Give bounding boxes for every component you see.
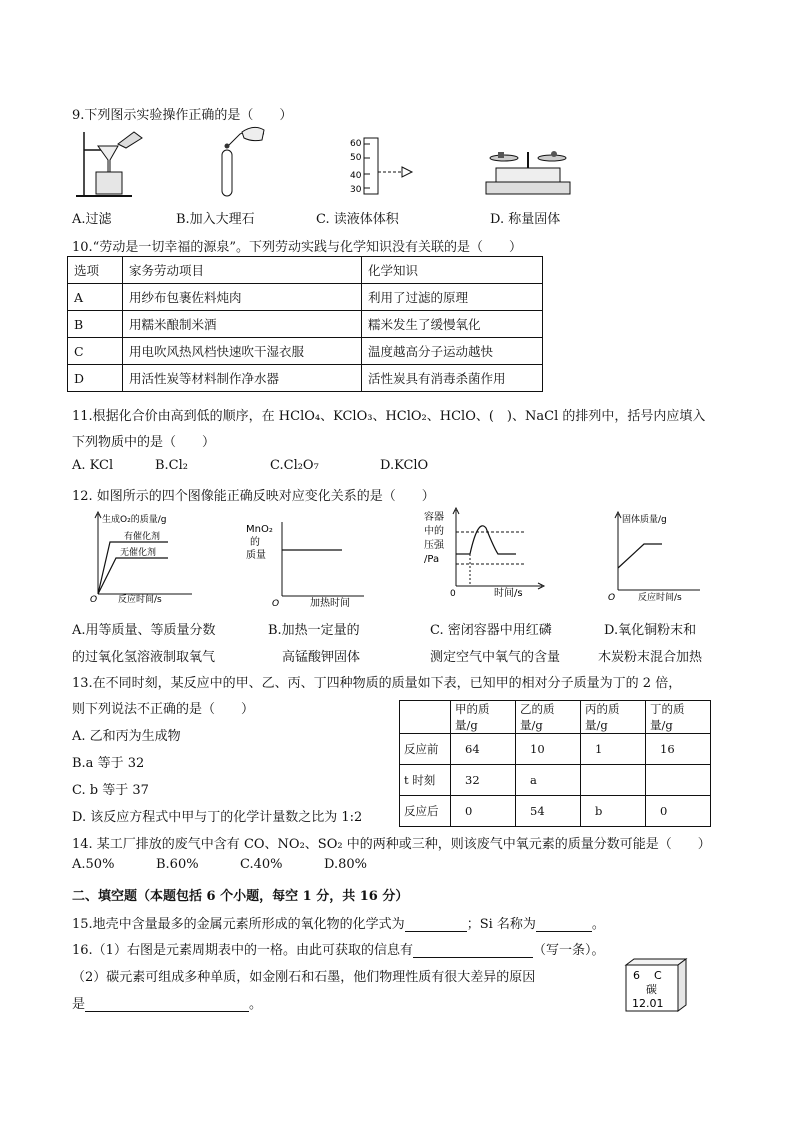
q14-stem: 14. 某工厂排放的废气中含有 CO、NO₂、SO₂ 中的两种或三种，则该废气中氧元素的质量分数可能是（ ） [72,837,711,852]
element-mass: 12.01 [632,997,664,1010]
filtration-apparatus-image [72,128,152,200]
q12-option-b-line1: B.加热一定量的 [268,623,360,638]
q12-option-d-line1: D.氧化铜粉末和 [604,623,697,638]
table-cell: B [68,311,123,338]
table-cell: 0 [451,796,516,827]
graph-c-xlabel: 时间/s [494,588,523,599]
table-cell: 反应前 [400,734,451,765]
q15-answer-blank-2[interactable] [536,917,592,932]
q13-stem-line2: 则下列说法不正确的是（ ） [72,702,255,717]
table-cell: 活性炭具有消毒杀菌作用 [362,365,543,392]
q9-option-a: A.过滤 [72,212,112,227]
q11-option-b: B.Cl₂ [155,458,189,473]
q9-option-c: C. 读液体体积 [316,212,399,227]
table-cell: 0 [646,796,711,827]
table-row [400,734,711,765]
graph-a-curve2: 无催化剂 [120,548,157,558]
q13-table [399,700,711,827]
table-cell: 54 [516,796,581,827]
graph-c-ylabel3: 压强 [424,540,444,551]
table-cell [646,765,711,796]
table-header-cell: 丙的质量/g [581,701,646,734]
graph-a-xlabel: 反应时间/s [118,595,162,605]
q12-graph-d [604,510,704,603]
q16-answer-blank-1[interactable] [413,943,533,958]
q12-option-b-line2: 高锰酸钾固体 [282,650,361,665]
table-cell: 用活性炭等材料制作净水器 [123,365,362,392]
balance-image [482,146,574,196]
graduated-cylinder-image [348,136,418,198]
table-header-cell [400,701,451,734]
graph-b-ylabel2: 的 [250,537,260,548]
q15-part1: 15.地壳中含量最多的金属元素所形成的氧化物的化学式为 [72,917,405,932]
cylinder-tick-50: 50 [350,153,362,163]
q11-option-d: D.KClO [380,458,429,473]
graph-d-ylabel: 固体质量/g [622,515,667,525]
q16-line1 [72,939,604,958]
table-cell: 32 [451,765,516,796]
table-row [68,365,543,392]
table-cell: a [516,765,581,796]
q13-option-a: A. 乙和丙为生成物 [72,729,181,744]
q12-graph-a [88,510,198,605]
table-header-row [400,701,711,734]
q13-option-d: D. 该反应方程式中甲与丁的化学计量数之比为 1:2 [72,810,363,825]
table-cell: b [581,796,646,827]
table-header-cell: 选项 [68,257,123,284]
cylinder-tick-60: 60 [350,139,362,149]
table-header-cell: 家务劳动项目 [123,257,362,284]
graph-b-xlabel: 加热时间 [310,598,350,609]
q16-line1b: （写一条）。 [532,943,605,958]
table-row [68,338,543,365]
table-header-cell: 丁的质量/g [646,701,711,734]
q12-option-c-line2: 测定空气中氧气的含量 [430,650,561,665]
element-number: 6 [633,969,640,982]
q16-line3 [72,993,262,1012]
cylinder-tick-40: 40 [350,171,362,181]
table-cell: t 时刻 [400,765,451,796]
q14-option-b: B.60% [156,857,199,872]
table-cell: 64 [451,734,516,765]
table-row [400,765,711,796]
table-cell [581,765,646,796]
graph-d-origin: O [608,593,616,603]
table-header-cell: 甲的质量/g [451,701,516,734]
q16-answer-blank-2[interactable] [85,997,249,1012]
section-title: 二、填空题（本题包括 6 个小题，每空 1 分，共 16 分） [72,889,409,904]
q11-option-c: C.Cl₂O₇ [270,458,319,473]
element-symbol: C [654,969,662,982]
q9-stem: 9.下列图示实验操作正确的是（ ） [72,108,293,123]
table-header-cell: 化学知识 [362,257,543,284]
q12-stem: 12. 如图所示的四个图像能正确反映对应变化关系的是（ ） [72,489,435,504]
q11-stem-line1: 11.根据化合价由高到低的顺序，在 HClO₄、KClO₃、HClO₂、HClO、( )、NaCl 的排列中，括号内应填入 [72,409,706,424]
q16-line2: （2）碳元素可组成多种单质，如金刚石和石墨，他们物理性质有很大差异的原因 [72,970,536,985]
graph-c-ylabel1: 容器 [424,512,444,523]
table-header-cell: 乙的质量/g [516,701,581,734]
table-row [68,284,543,311]
add-marble-image [208,124,268,200]
q15-part2: ；Si 名称为 [466,917,536,932]
table-cell: 用纱布包裹佐料炖肉 [123,284,362,311]
q11-stem-line2: 下列物质中的是（ ） [72,435,216,450]
q15-line [72,913,605,932]
graph-a-ylabel: 生成O₂的质量/g [102,515,167,525]
table-cell: 1 [581,734,646,765]
q16-line1a: 16.（1）右图是元素周期表中的一格。由此可获取的信息有 [72,943,413,958]
table-cell: 10 [516,734,581,765]
q13-option-c: C. b 等于 37 [72,783,149,798]
q13-option-b: B.a 等于 32 [72,756,145,771]
q11-option-a: A. KCl [72,458,114,473]
q14-option-c: C.40% [240,857,283,872]
q12-graph-b [246,520,366,608]
q10-table [67,256,543,392]
graph-a-curve1: 有催化剂 [124,532,161,542]
q9-option-d: D. 称量固体 [490,212,561,227]
graph-b-ylabel1: MnO₂ [246,524,273,535]
table-header-row [68,257,543,284]
table-cell: 用糯米酿制米酒 [123,311,362,338]
q12-option-d-line2: 木炭粉末混合加热 [598,650,703,665]
q15-part3: 。 [591,917,605,932]
q10-stem: 10.“劳动是一切幸福的源泉”。下列劳动实践与化学知识没有关联的是（ ） [72,240,522,255]
carbon-element-cell [624,957,688,1013]
graph-c-ylabel2: 中的 [424,526,444,537]
q14-option-a: A.50% [72,857,115,872]
table-row [68,311,543,338]
q13-stem-line1: 13.在不同时刻，某反应中的甲、乙、丙、丁四种物质的质量如下表，已知甲的相对分子质量为丁的 2 倍， [72,676,682,691]
table-row [400,796,711,827]
q14-option-d: D.80% [324,857,367,872]
table-cell: 16 [646,734,711,765]
table-cell: 温度越高分子运动越快 [362,338,543,365]
table-cell: 用电吹风热风档快速吹干湿衣服 [123,338,362,365]
q15-answer-blank-1[interactable] [405,917,467,932]
table-cell: C [68,338,123,365]
graph-b-origin: O [272,599,280,609]
element-name: 碳 [646,983,657,996]
graph-c-ylabel4: /Pa [424,554,440,565]
q12-option-c-line1: C. 密闭容器中用红磷 [430,623,552,638]
q9-option-b: B.加入大理石 [176,212,255,227]
q12-graph-c [424,508,544,600]
graph-d-xlabel: 反应时间/s [638,593,682,603]
q12-option-a-line1: A.用等质量、等质量分数 [72,623,216,638]
table-cell: 糯米发生了缓慢氧化 [362,311,543,338]
q12-option-a-line2: 的过氧化氢溶液制取氧气 [72,650,216,665]
q16-line3a: 是 [72,997,86,1012]
table-cell: D [68,365,123,392]
q16-line3b: 。 [249,997,263,1012]
graph-c-origin: 0 [450,589,456,599]
cylinder-tick-30: 30 [350,185,362,195]
graph-b-ylabel3: 质量 [246,550,266,561]
table-cell: A [68,284,123,311]
graph-a-origin: O [90,595,98,605]
table-cell: 反应后 [400,796,451,827]
table-cell: 利用了过滤的原理 [362,284,543,311]
